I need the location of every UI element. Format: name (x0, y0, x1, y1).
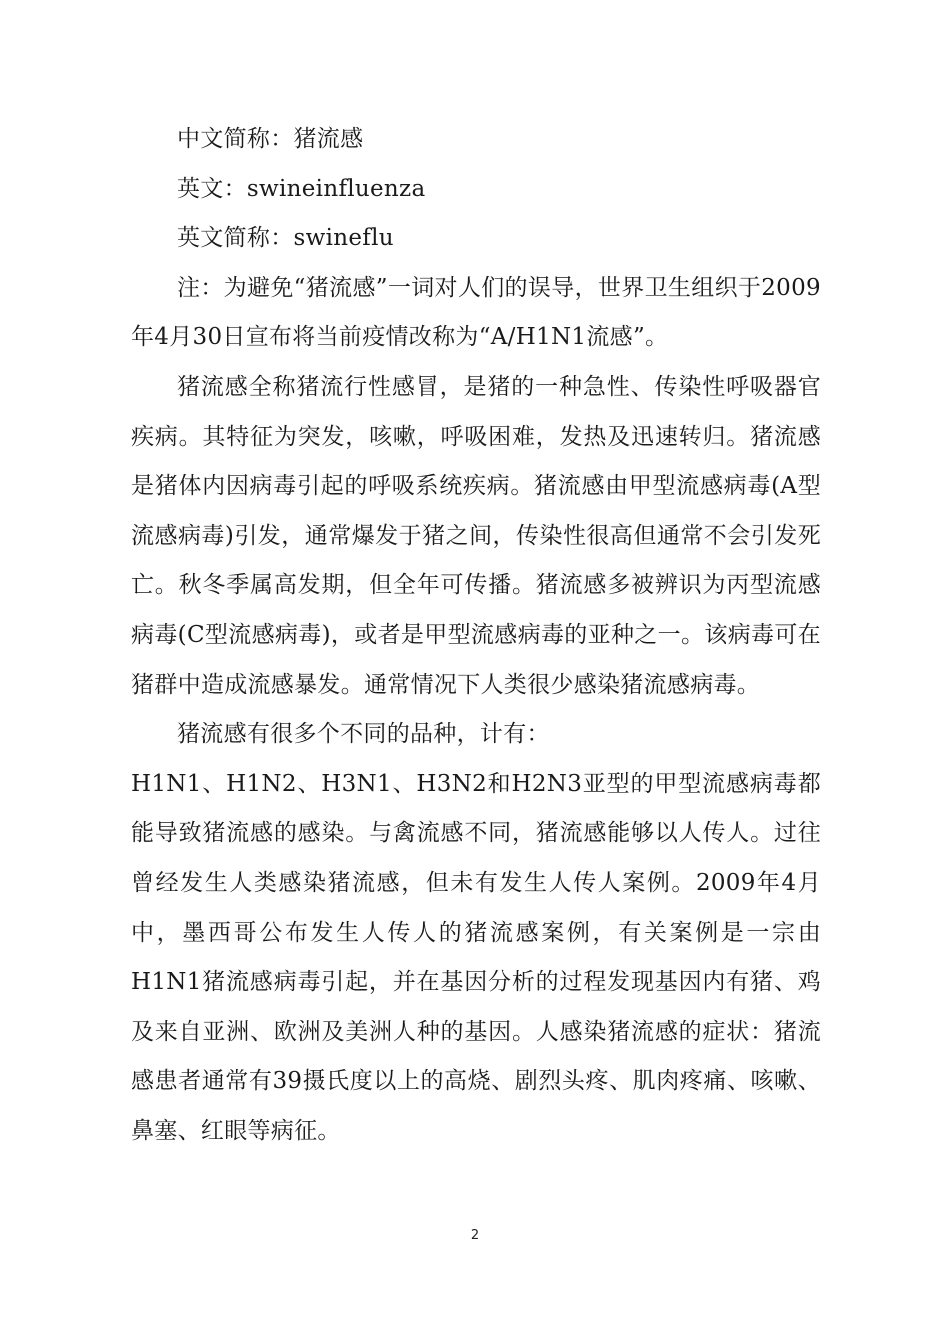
paragraph-subtypes: H1N1、H1N2、H3N1、H3N2和H2N3亚型的甲型流感病毒都能导致猪流感的感染。与禽流感不同，猪流感能够以人传人。过往曾经发生人类感染猪流感，但未有发生人传人案例。2009年4月中，墨西哥公布发生人传人的猪流感案例，有关案例是一宗由H1N1猪流感病毒引起，并在基因分析的过程发现基因内有猪、鸡及来自亚洲、欧洲及美洲人种的基因。人感染猪流感的症状：猪流感患者通常有39摄氏度以上的高烧、剧烈头疼、肌肉疼痛、咳嗽、鼻塞、红眼等病征。 (131, 770, 821, 1144)
paragraph-varieties: 猪流感有很多个不同的品种，计有： (177, 721, 550, 748)
page-number: 2 (470, 1228, 480, 1243)
paragraph-english-abbreviation: 英文简称：swineflu (177, 225, 394, 252)
paragraph-chinese-abbreviation: 中文简称：猪流感 (177, 126, 364, 152)
document-body (131, 115, 821, 1156)
paragraph-note: 注：为避免“猪流感”一词对人们的误导，世界卫生组织于2009年4月30日宣布将当前疫情改称为“A/H1N1流感”。 (131, 274, 821, 351)
paragraph-definition: 猪流感全称猪流行性感冒，是猪的一种急性、传染性呼吸器官疾病。其特征为突发，咳嗽，呼吸困难，发热及迅速转归。猪流感是猪体内因病毒引起的呼吸系统疾病。猪流感由甲型流感病毒(A型流感病毒)引发，通常爆发于猪之间，传染性很高但通常不会引发死亡。秋冬季属高发期，但全年可传播。猪流感多被辨识为丙型流感病毒(C型流感病毒)，或者是甲型流感病毒的亚种之一。该病毒可在猪群中造成流感暴发。通常情况下人类很少感染猪流感病毒。 (131, 373, 821, 698)
paragraph-english-name: 英文：swineinfluenza (177, 175, 426, 202)
